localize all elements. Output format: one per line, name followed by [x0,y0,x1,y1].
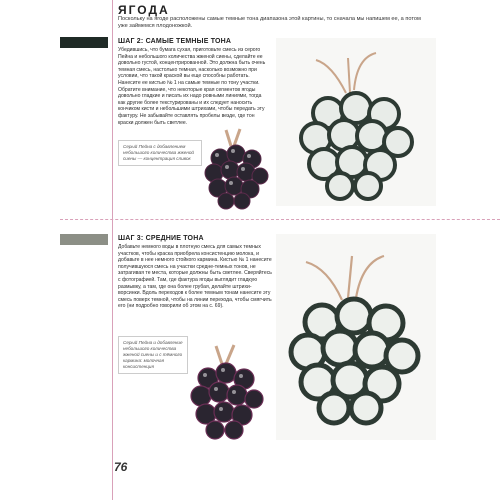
step3-color-bar [60,234,108,245]
step3-painting [276,234,436,440]
step2-body: Убедившись, что бумага сухая, приготовьте смесь из серого Пейна и небольшого количества жженой сиены, сделайте ее довольно густой, концентрированной. Это должна быть очень темная смесь, настолько темная, насколько возможно при условии, что такой краской вы еще способны работать. Нанесите ее кистью № 1 на самые темные по тону участки. Обратите внимание, что некоторые края сегментов ягоды довольно гладкие и писать их надо ровными линиями, тогда как другие более текстурированы и их следует наносить кончиком кисти и небольшими штрихами, чтобы передать эту фактуру. Не забывайте оставлять пробелы везде, где тон краски должен быть светлее. [118,47,266,126]
step3-body: Добавьте немного воды в плотную смесь для самых темных участков, чтобы краска приобрела консистенцию молока, и добавьте в нее немного стойкого кармина. Кистью № 1 нанесите получившуюся смесь на участки средне-темных тонов, не затрагивая те места, которые должны быть светлее. Сверяйтесь с фотографией. Там, где фактура ягоды выглядит гладкую размывку, а там, где она более грубая, делайте штрихи-ворсинки. Вдоль переходов к более темным тонам нанесите эту смесь поверх темной, чтобы на линии перехода, чтобы смягчить его (ни подробно говорили об этом на с. 69). [118,244,272,310]
step2-color-bar [60,37,108,48]
berry-reference-icon [184,342,270,442]
step3-caption-box [118,336,188,374]
step2-painting [276,38,436,206]
step3-heading: ШАГ 3: СРЕДНИЕ ТОНА [118,235,204,242]
page-number: 76 [114,460,128,474]
berry-painting-icon [276,38,436,206]
berry-painting-icon [276,234,436,440]
margin-line [112,0,113,500]
step2-heading: ШАГ 2: САМЫЕ ТЕМНЫЕ ТОНА [118,38,232,45]
section-divider [60,219,500,220]
intro-text: Поскольку на ягоде расположены самые темные тона диапазона этой картины, то сначала мы напишем ее, а потом уже займемся плодоножкой. [118,16,421,29]
berry-reference-icon [198,126,272,210]
page-title: ЯГОДА [118,3,170,17]
step2-caption: Серый Пейна с добавлением небольшого количества жженой сиены — концентрация сливок [123,144,194,161]
step2-caption-box [118,140,202,166]
step3-caption: Серый Пейна и добавление небольшого количества жженой сиены и с тёмного кармина: молочная консистенция [123,340,183,369]
